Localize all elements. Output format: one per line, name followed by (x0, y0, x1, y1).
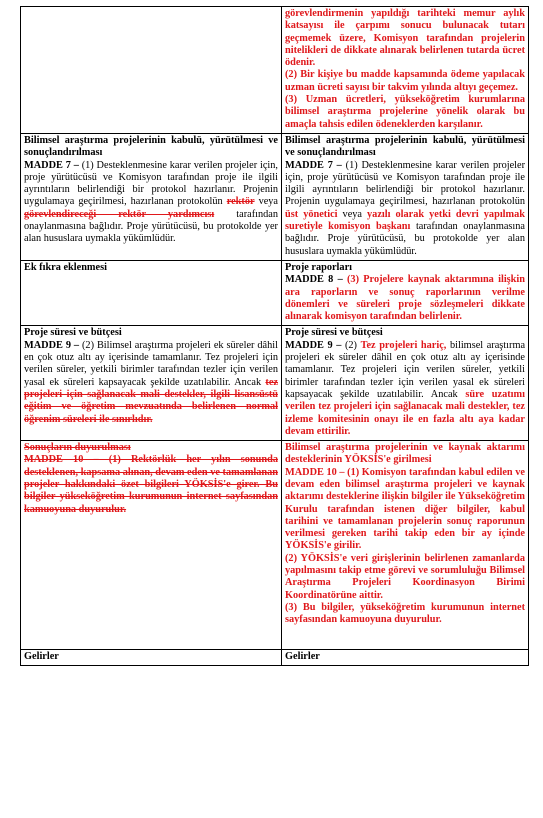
article-label: MADDE 7 – (285, 159, 342, 171)
text: veya (258, 196, 278, 208)
text: (1) Desteklenmesine karar verilen projeler için, proje yürütücüsü ve Komisyon tarafından proje ile ilgili ayrıntıların belirlendiği bir protokol hazırlanır. Projenin uygulamaya geçirilmesi, hazırlanan protokolün (24, 159, 279, 208)
inserted-text: (3) Projelere kaynak aktarımına ilişkin ara raporların ve sonuç raporlarının verilme dönemleri ve süreleri proje sözleşmeleri dikkate alınarak komisyon tarafından belirlenir. (285, 274, 525, 323)
article-label: MADDE 8 – (285, 274, 343, 286)
section-title: Bilimsel araştırma projelerinin kabulü, yürütülmesi ve sonuçlandırılması (285, 134, 525, 159)
table-row (21, 260, 529, 325)
inserted-text: üst yönetici (285, 208, 338, 220)
section-title: Proje süresi ve bütçesi (24, 327, 122, 339)
text: tarafından onaylanmasına bağlıdır. Proje yürütücüsü, bu protokolde yer alan hususlara uymakla yükümlüdür. (285, 221, 525, 257)
right-cell-madde-9 (282, 326, 529, 441)
right-cell-uzman-ucreti (282, 7, 529, 134)
deleted-text: MADDE 10 – (1) Rektörlük her yılın sonunda desteklenen, kapsama alınan, devam eden ve tamamlanan projeler hakkındaki özet bilgileri YÖKSİS'e girer. Bu bilgiler yükseköğretim kurumunun internet sayfasından kamuoyuna duyurulur. (24, 454, 279, 515)
left-cell-empty (21, 7, 282, 134)
table-row (21, 441, 529, 649)
paragraph: (3) Bu bilgiler, yükseköğretim kurumunun internet sayfasından kamuoyuna duyurulur. (285, 601, 525, 626)
deleted-text: görevlendireceği rektör yardımcısı (24, 208, 215, 220)
paragraph: (2) Bir kişiye bu madde kapsamında ödeme yapılacak uzman ücreti sayısı bir takvim yılında altıyı geçemez. (285, 69, 525, 93)
table-row (21, 133, 529, 260)
section-title: Gelirler (285, 650, 320, 662)
text: (2) Bilimsel araştırma projeleri ek süreler dâhil en çok otuz altı ay içerisinde tamamlanır. Tez projeleri için verilen süreler, yetkili birimler tarafından tezler için verilen yasal ek süreleri kapsayacak şekilde uzatılabilir. Ancak (24, 339, 279, 388)
article-label: MADDE 9 – (285, 339, 342, 351)
section-title: Proje raporları (285, 261, 353, 273)
article-label: MADDE 7 – (24, 159, 79, 171)
text: (1) Desteklenmesine karar verilen projeler için, proje yürütücüsü ve Komisyon tarafından proje ile ilgili ayrıntıların belirlendiği bir protokol hazırlanır. Projenin uygulamaya geçirilmesi, hazırlanan protokolün (285, 159, 526, 208)
left-cell-ek-fikra (21, 260, 282, 325)
section-title: Proje süresi ve bütçesi (285, 327, 383, 339)
paragraph: (3) Uzman ücretleri, yükseköğretim kurumlarına bilimsel araştırma projelerine yönelik olarak bu amaçla tahsis edilen ödeneklerden karşılanır. (285, 94, 525, 130)
article-label: MADDE 9 – (24, 339, 80, 351)
deleted-text: rektör (226, 196, 255, 208)
inserted-text: yazılı olarak yetki devri yapılmak suretiyle komisyon başkanı (285, 208, 525, 233)
paragraph: görevlendirmenin yapıldığı tarihteki memur aylık katsayısı ile çarpımı sonucu bulunacak tutarı geçmemek üzere, Komisyon tarafından projelerin nitelikleri de dikkate alınarak belirlenen tutarda ücret ödenir. (285, 8, 525, 69)
text: (2) (344, 339, 357, 351)
inserted-text: süre uzatımı verilen tez projeleri için sağlanacak mali destekler, tez izleme komitesinin onayı ile en fazla altı aya kadar devam ettirilir. (285, 388, 525, 437)
text: tarafından onaylanmasına bağlıdır. Proje yürütücüsü, bu protokolde yer alan hususlara uymakla yükümlüdür. (24, 208, 279, 245)
table-row (21, 7, 529, 134)
paragraph: (2) YÖKSİS'e veri girişlerinin belirlenen zamanlarda yapılmasını takip etme görevi ve sorumluluğu Bilimsel Araştırma Projeleri Koordinasyon Birimi Koordinatörüne aittir. (285, 552, 525, 601)
right-cell-madde-10 (282, 441, 529, 649)
table-row (21, 649, 529, 665)
left-cell-madde-7 (21, 133, 282, 260)
left-cell-madde-9 (21, 326, 282, 441)
section-title: Ek fıkra eklenmesi (24, 261, 107, 273)
text: bilimsel araştırma projeleri ek süreler dâhil en çok otuz altı ay içerisinde tamamlanır. Tez projeleri için verilen süreler, yetkili birimler tarafından tezler için verilen yasal ek süreleri kapsayacak şekilde uzatılabilir. Ancak (285, 339, 526, 400)
right-cell-madde-8 (282, 260, 529, 325)
left-cell-gelirler (21, 649, 282, 665)
section-title: Bilimsel araştırma projelerinin kabulü, yürütülmesi ve sonuçlandırılması (24, 134, 278, 159)
comparison-table (20, 6, 529, 666)
right-cell-gelirler (282, 649, 529, 665)
paragraph (24, 160, 278, 246)
left-cell-madde-10 (21, 441, 282, 649)
inserted-text: Tez projeleri hariç, (360, 339, 447, 351)
spacer (285, 627, 525, 647)
section-title: Bilimsel araştırma projelerinin ve kaynak aktarımı desteklerinin YÖKSİS'e girilmesi (285, 442, 525, 466)
deleted-text: tez projeleri için sağlanacak mali destekler, ilgili lisansüstü eğitim ve öğretim mevzuatında belirlenen normal öğrenim süreleri ile sınırlıdır. (24, 376, 278, 425)
paragraph (285, 160, 525, 258)
section-title: Gelirler (24, 650, 59, 662)
right-cell-madde-7 (282, 133, 529, 260)
table-row (21, 326, 529, 441)
paragraph (24, 340, 278, 426)
paragraph (285, 340, 525, 438)
text: veya (342, 208, 362, 220)
paragraph (285, 274, 525, 323)
deleted-section-title: Sonuçların duyurulması (24, 442, 131, 454)
paragraph: MADDE 10 – (1) Komisyon tarafından kabul edilen ve devam eden bilimsel araştırma projeleri ve kaynak aktarımı desteklerine ilişkin bilgiler ile Yükseköğretim Kurulu tarafından istenen diğer bilgiler, kabul tarihini ve tamamlanan projelerin sonuç raporunun verilmesi gereken tarihi takip eden bir ay içinde YÖKSİS'e girilir. (285, 466, 525, 552)
